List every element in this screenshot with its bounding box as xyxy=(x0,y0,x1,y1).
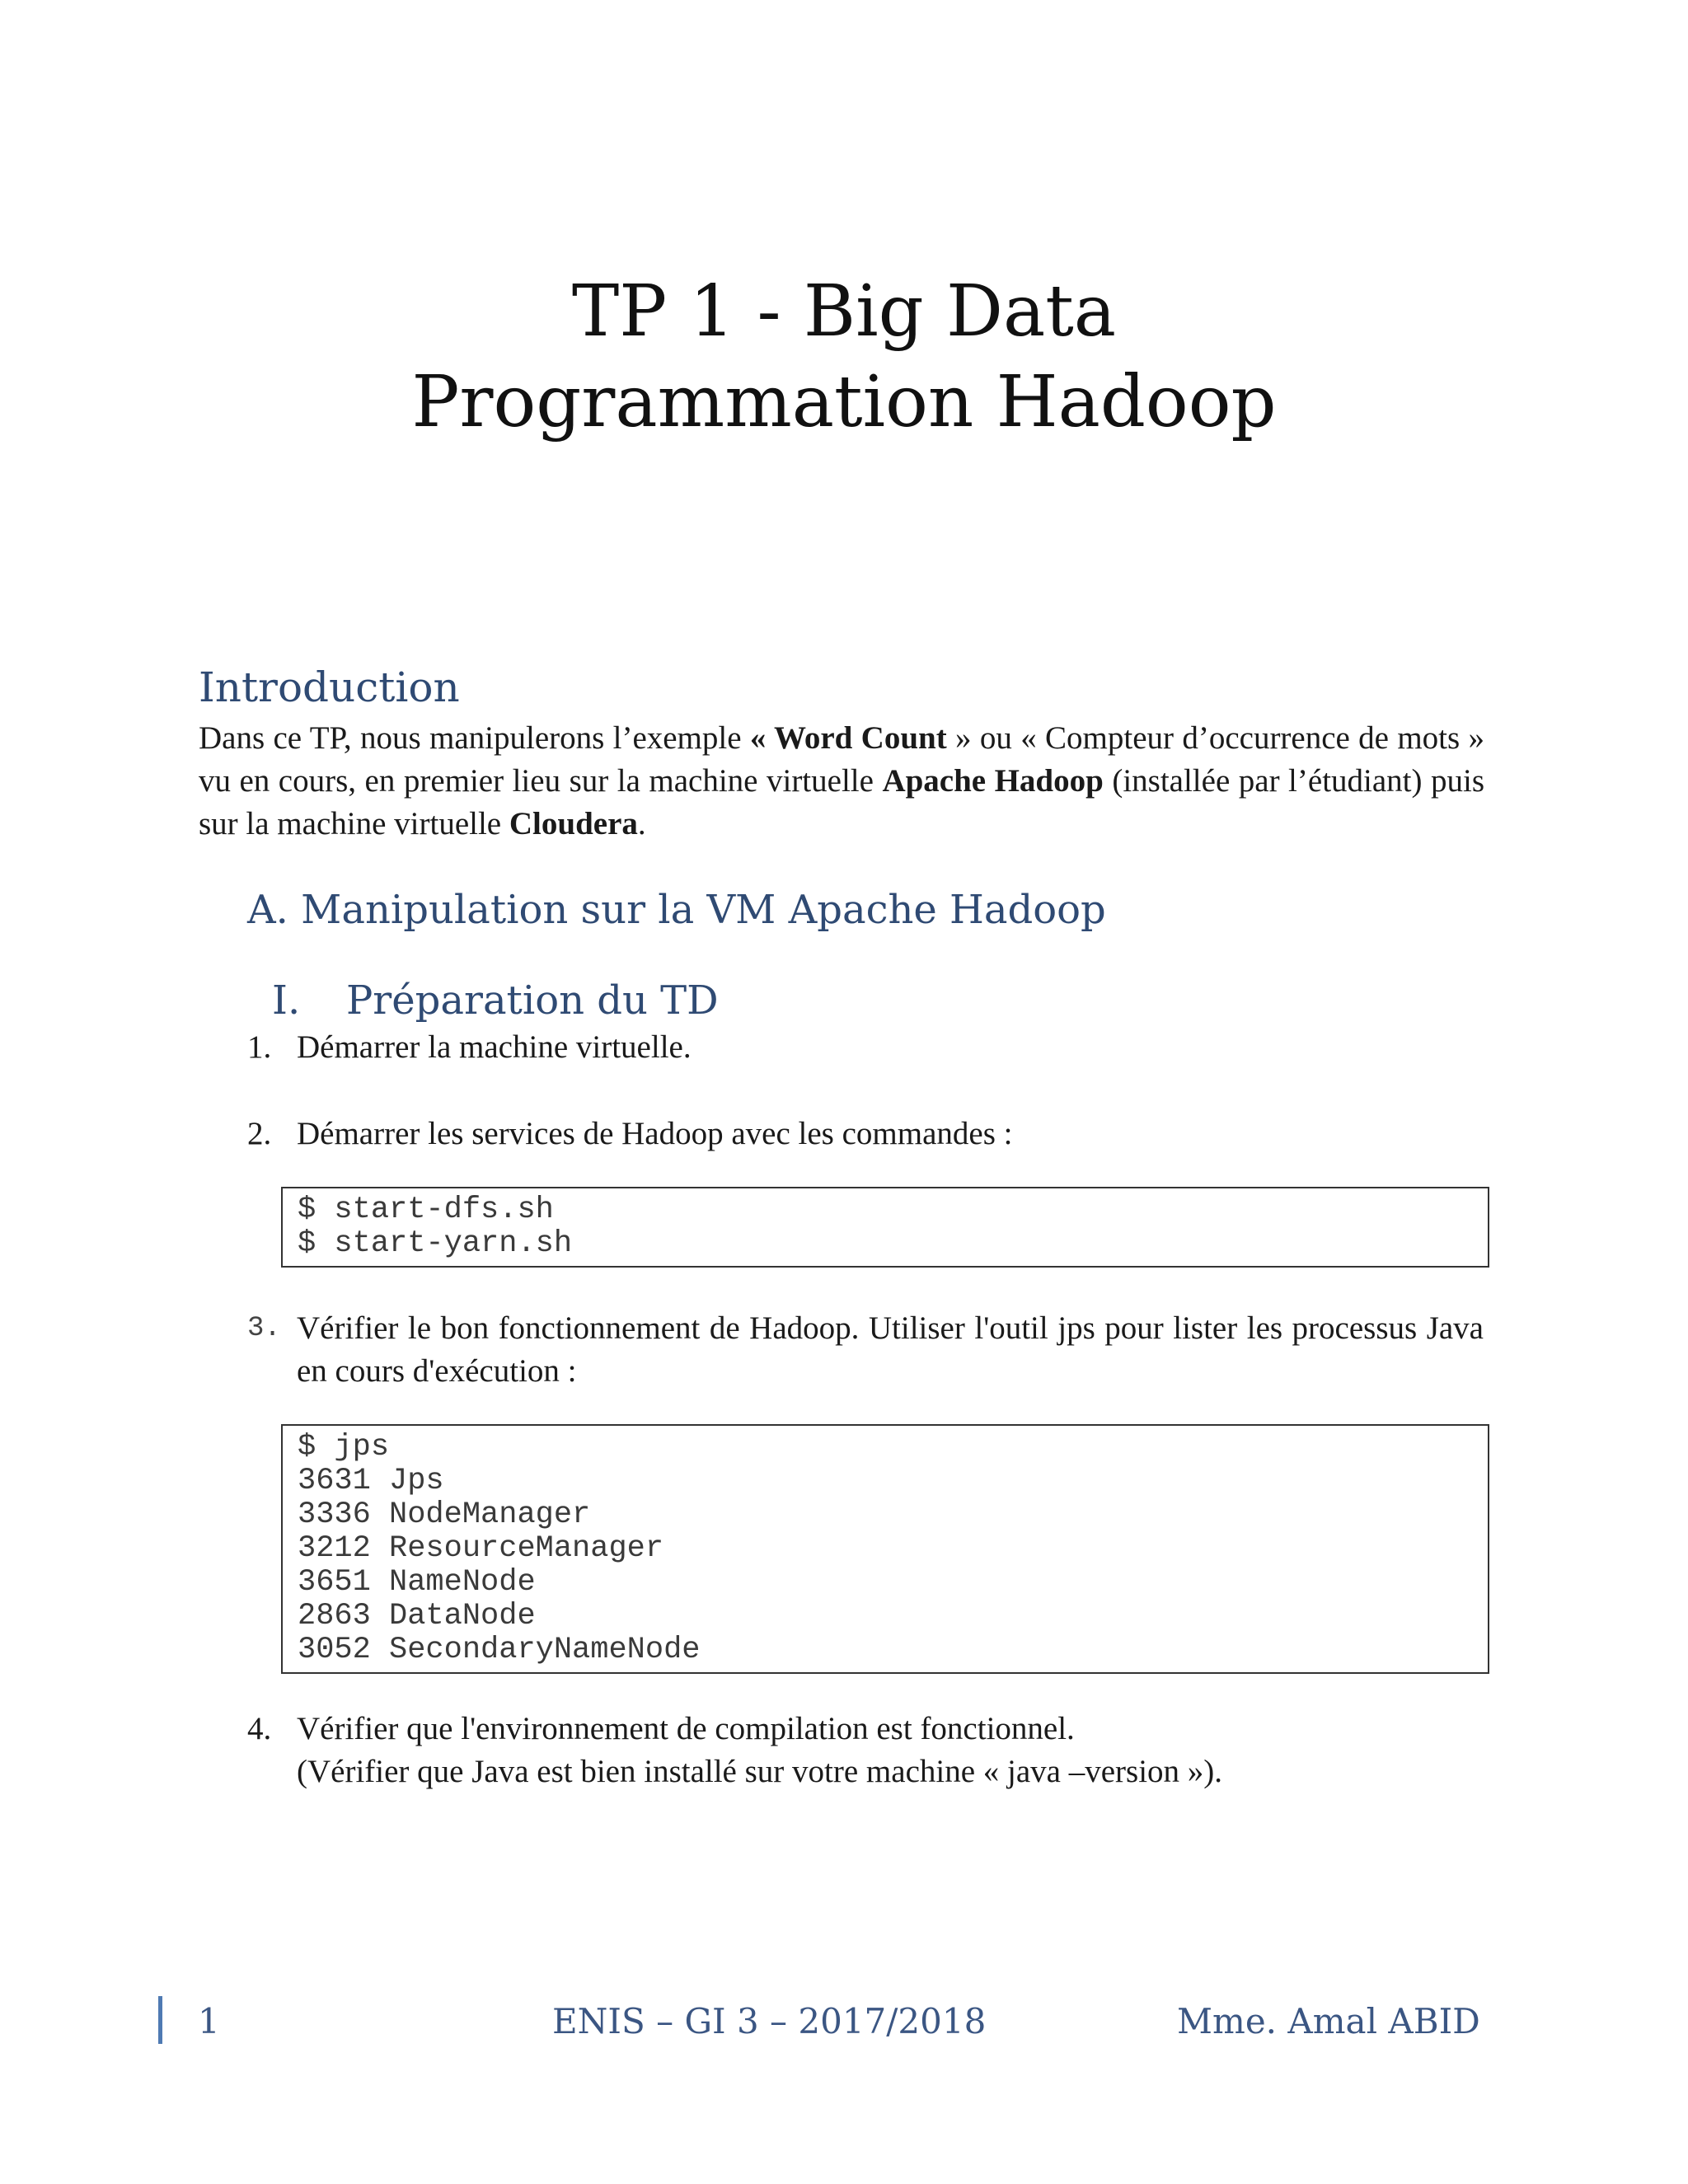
step-text: Démarrer les services de Hadoop avec les commandes : xyxy=(297,1116,1013,1151)
step-2 xyxy=(247,1113,1484,1155)
footer-page-number: 1 xyxy=(198,2001,220,2041)
code-line: $ start-yarn.sh xyxy=(298,1226,573,1261)
code-line: 3212 ResourceManager xyxy=(298,1531,664,1566)
code-line: 2863 DataNode xyxy=(298,1599,536,1633)
section-i-heading xyxy=(272,977,719,1024)
step-number: 3. xyxy=(247,1313,281,1344)
step-text: Vérifier le bon fonctionnement de Hadoop. Utiliser l'outil jps pour lister les processus Java en cours d'exécution : xyxy=(297,1310,1484,1389)
step-number: 4. xyxy=(247,1711,272,1746)
cloudera-term: Cloudera xyxy=(509,806,638,841)
section-a-heading: A. Manipulation sur la VM Apache Hadoop xyxy=(247,887,1106,933)
step-number: 1. xyxy=(247,1029,272,1065)
code-line: 3336 NodeManager xyxy=(298,1497,591,1532)
step-number: 2. xyxy=(247,1116,272,1151)
document-title-line-1: TP 1 - Big Data xyxy=(571,270,1117,353)
code-line: $ start-dfs.sh xyxy=(298,1193,554,1227)
code-line: 3651 NameNode xyxy=(298,1565,536,1600)
footer-author: Mme. Amal ABID xyxy=(1177,2001,1480,2041)
step-text-secondary: (Vérifier que Java est bien installé sur votre machine « java –version »). xyxy=(297,1754,1223,1789)
step-text: Vérifier que l'environnement de compilation est fonctionnel. xyxy=(297,1711,1075,1746)
code-line: 3052 SecondaryNameNode xyxy=(298,1633,701,1667)
apache-hadoop-term: Apache Hadoop xyxy=(882,763,1104,799)
section-i-title: Préparation du TD xyxy=(346,977,719,1024)
code-line: 3631 Jps xyxy=(298,1464,444,1498)
footer-institution: ENIS – GI 3 – 2017/2018 xyxy=(552,2001,987,2041)
step-4 xyxy=(247,1708,1484,1793)
section-i-number: I. xyxy=(272,977,301,1024)
code-block-jps xyxy=(281,1424,1489,1674)
introduction-heading: Introduction xyxy=(199,663,460,711)
footer-accent-bar xyxy=(158,1996,162,2044)
document-title-line-2: Programmation Hadoop xyxy=(411,361,1277,443)
step-1 xyxy=(247,1026,1484,1069)
step-text: Démarrer la machine virtuelle. xyxy=(297,1029,692,1065)
introduction-paragraph: Dans ce TP, nous manipulerons l’exemple « Word Count » ou « Compteur d’occurrence de mots » vu en cours, en premier lieu sur la machine virtuelle Apache Hadoop (installée par l’étudiant) puis sur la machine virtuelle Cloudera. xyxy=(199,720,1485,841)
word-count-term: Word Count xyxy=(774,720,947,756)
code-line: $ jps xyxy=(298,1430,390,1465)
step-3 xyxy=(247,1307,1484,1393)
code-block-start-services xyxy=(281,1187,1489,1268)
